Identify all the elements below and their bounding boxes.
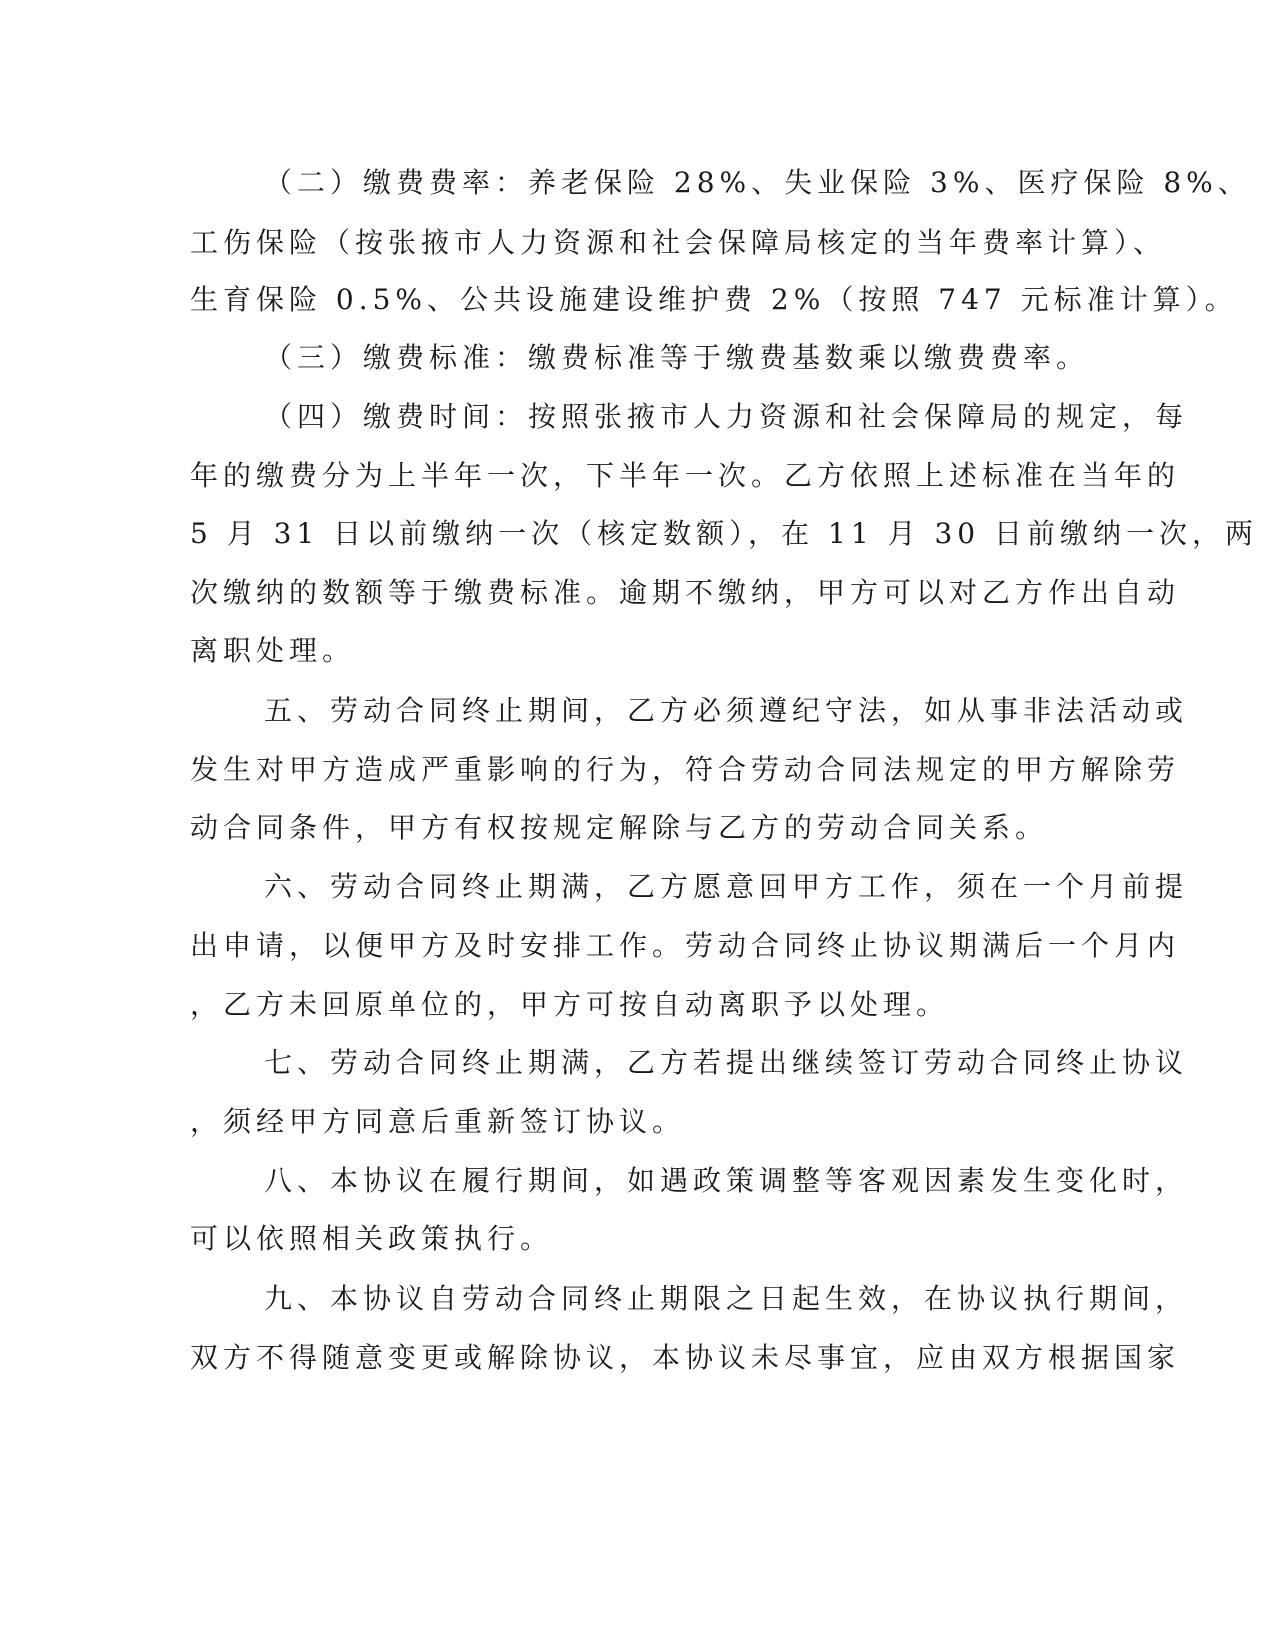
- text-line: 出申请，以便甲方及时安排工作。劳动合同终止协议期满后一个月内: [190, 929, 1181, 962]
- text-line: 5 月 31 日以前缴纳一次（核定数额），在 11 月 30 日前缴纳一次，两: [190, 517, 1259, 550]
- text-line: ，乙方未回原单位的，甲方可按自动离职予以处理。: [190, 988, 950, 1021]
- text-line: 发生对甲方造成严重影响的行为，符合劳动合同法规定的甲方解除劳: [190, 753, 1181, 786]
- text-line: 双方不得随意变更或解除协议，本协议未尽事宜，应由双方根据国家: [190, 1341, 1181, 1374]
- text-line: 九、本协议自劳动合同终止期限之日起生效，在协议执行期间，: [264, 1282, 1189, 1315]
- text-line: （三）缴费标准：缴费标准等于缴费基数乘以缴费费率。: [264, 341, 1090, 374]
- text-line: （二）缴费费率：养老保险 28%、失业保险 3%、医疗保险 8%、: [264, 166, 1251, 199]
- text-line: 次缴纳的数额等于缴费标准。逾期不缴纳，甲方可以对乙方作出自动: [190, 576, 1181, 609]
- text-line: 六、劳动合同终止期满，乙方愿意回甲方工作，须在一个月前提: [264, 870, 1189, 903]
- text-line: 生育保险 0.5%、公共设施建设维护费 2%（按照 747 元标准计算）。: [190, 283, 1238, 316]
- text-line: 年的缴费分为上半年一次，下半年一次。乙方依照上述标准在当年的: [190, 459, 1181, 492]
- text-line: 动合同条件，甲方有权按规定解除与乙方的劳动合同关系。: [190, 811, 1049, 844]
- text-line: 工伤保险（按张掖市人力资源和社会保障局核定的当年费率计算）、: [190, 226, 1167, 259]
- text-line: （四）缴费时间：按照张掖市人力资源和社会保障局的规定，每: [264, 400, 1189, 433]
- text-line: ，须经甲方同意后重新签订协议。: [190, 1105, 686, 1138]
- text-line: 可以依照相关政策执行。: [190, 1222, 554, 1255]
- text-line: 七、劳动合同终止期满，乙方若提出继续签订劳动合同终止协议: [264, 1046, 1189, 1079]
- text-line: 五、劳动合同终止期间，乙方必须遵纪守法，如从事非法活动或: [264, 694, 1189, 727]
- text-line: 八、本协议在履行期间，如遇政策调整等客观因素发生变化时，: [264, 1164, 1189, 1197]
- text-line: 离职处理。: [190, 634, 356, 667]
